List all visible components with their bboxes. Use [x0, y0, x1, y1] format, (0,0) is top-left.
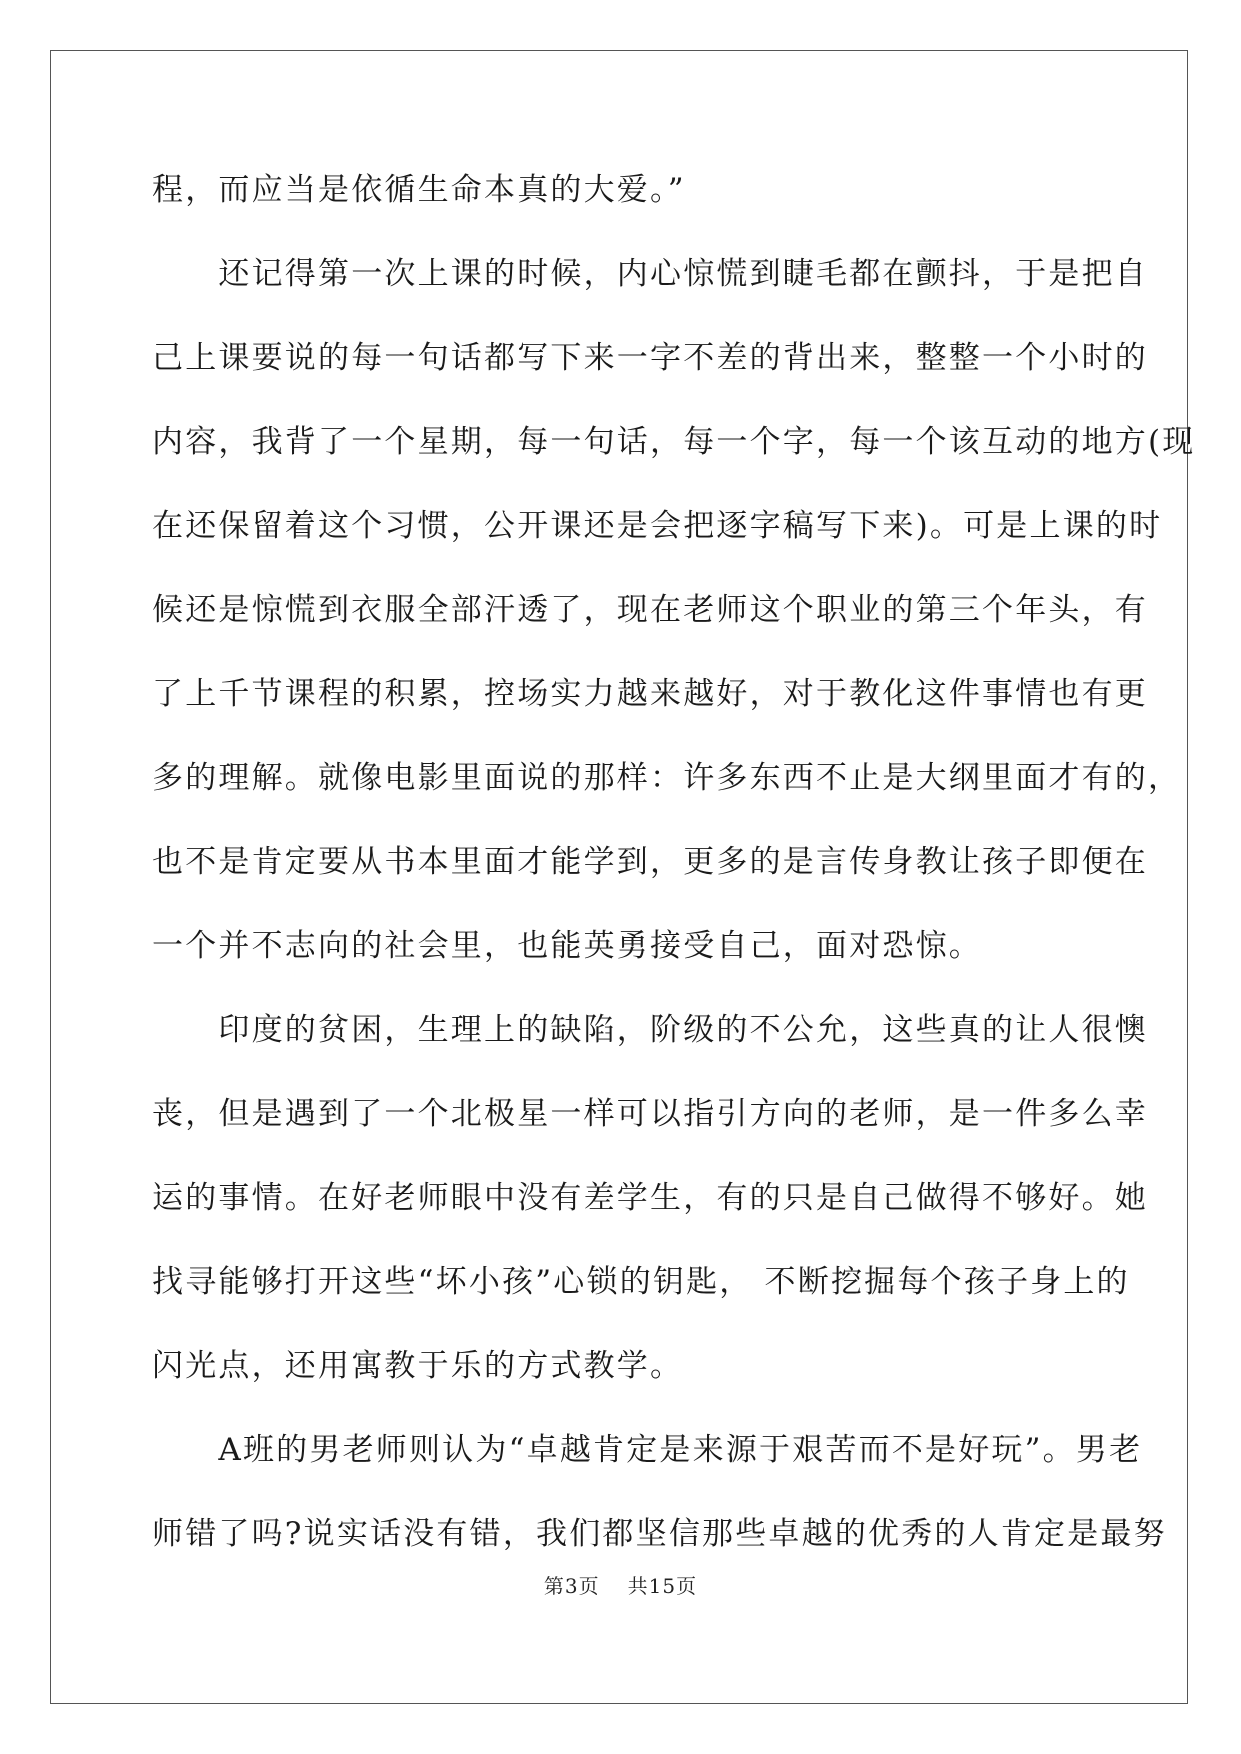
text-line: 找寻能够打开这些“坏小孩”心锁的钥匙， 不断挖掘每个孩子身上的	[152, 1264, 1130, 1300]
text-line: 印度的贫困，生理上的缺陷，阶级的不公允，这些真的让人很懊	[152, 1012, 1148, 1048]
text-line: 也不是肯定要从书本里面才能学到，更多的是言传身教让孩子即便在	[152, 844, 1148, 880]
page-total: 共15页	[627, 1574, 698, 1598]
page-number: 第3页	[543, 1574, 600, 1598]
document-body	[152, 148, 1196, 1576]
text-line: 内容，我背了一个星期，每一句话，每一个字，每一个该互动的地方(现	[152, 424, 1196, 460]
text-line: 候还是惊慌到衣服全部汗透了，现在老师这个职业的第三个年头，有	[152, 592, 1148, 628]
text-line: 多的理解。就像电影里面说的那样：许多东西不止是大纲里面才有的，	[152, 760, 1182, 796]
text-line: 师错了吗?说实话没有错，我们都坚信那些卓越的优秀的人肯定是最努	[152, 1516, 1167, 1552]
text-line: 丧，但是遇到了一个北极星一样可以指引方向的老师，是一件多么幸	[152, 1096, 1148, 1132]
text-line: 闪光点，还用寓教于乐的方式教学。	[152, 1348, 684, 1384]
text-line: 还记得第一次上课的时候，内心惊慌到睫毛都在颤抖，于是把自	[152, 256, 1148, 292]
page-footer	[0, 1570, 1241, 1599]
text-line: 程，而应当是依循生命本真的大爱。”	[152, 172, 686, 208]
text-line: 了上千节课程的积累，控场实力越来越好，对于教化这件事情也有更	[152, 676, 1148, 712]
text-line: A班的男老师则认为“卓越肯定是来源于艰苦而不是好玩”。男老	[152, 1432, 1143, 1468]
text-line: 在还保留着这个习惯，公开课还是会把逐字稿写下来)。可是上课的时	[152, 508, 1163, 544]
text-line: 运的事情。在好老师眼中没有差学生，有的只是自己做得不够好。她	[152, 1180, 1148, 1216]
text-line: 一个并不志向的社会里，也能英勇接受自己，面对恐惊。	[152, 928, 982, 964]
text-line: 己上课要说的每一句话都写下来一字不差的背出来，整整一个小时的	[152, 340, 1148, 376]
